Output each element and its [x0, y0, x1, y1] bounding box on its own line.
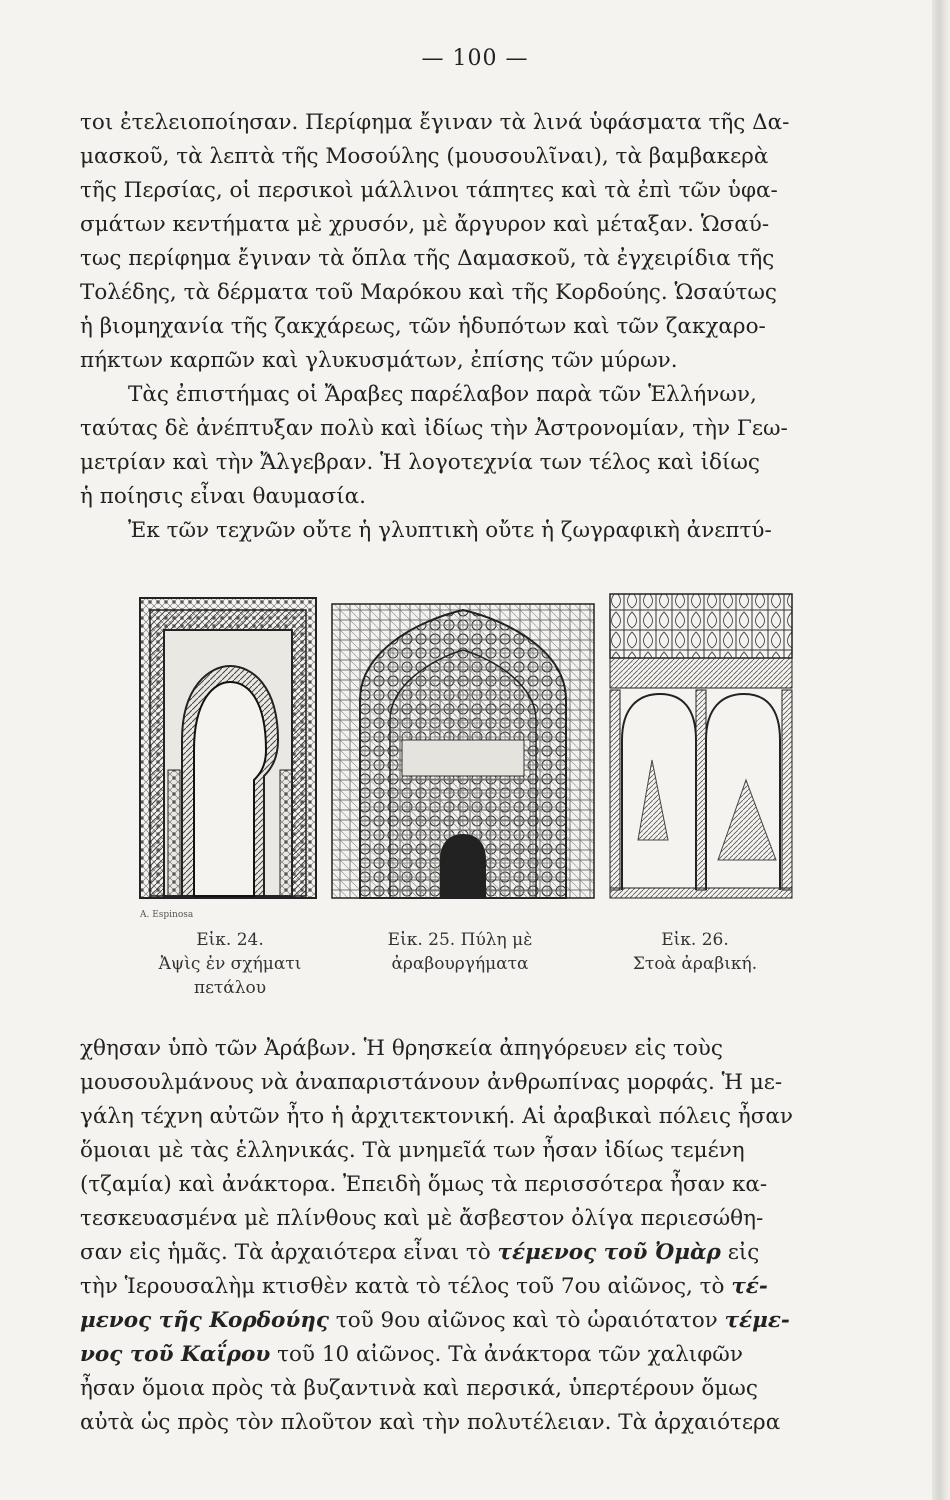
text-line: Ἐκ τῶν τεχνῶν οὔτε ἡ γλυπτικὴ οὔτε ἡ ζωγραφικὴ ἀνεπτύ- — [128, 518, 772, 543]
emphasis-omar-mosque: τέμενος τοῦ Ὀμὰρ — [497, 1240, 721, 1265]
text-line: Τὰς ἐπιστήμας οἱ Ἄραβες παρέλαβον παρὰ τῶν Ἑλλήνων, — [128, 382, 757, 407]
text-run: τὴν Ἱερουσαλὴμ κτισθὲν κατὰ τὸ τέλος τοῦ 7ου αἰῶνος, τὸ — [80, 1274, 732, 1299]
text-line: μασκοῦ, τὰ λεπτὰ τῆς Μοσούλης (μουσουλῖναι), τὰ βαμβακερὰ — [80, 144, 769, 169]
emphasis-cordoba-mosque: μενος τῆς Κορδούης — [80, 1308, 329, 1333]
arabesque-gate-illustration — [330, 590, 596, 902]
text-line: ἦσαν ὅμοια πρὸς τὰ βυζαντινὰ καὶ περσικά, ὑπερτέρουν ὅμως — [80, 1376, 758, 1401]
caption-text: ἀραβουργήματα — [391, 954, 529, 974]
text-line: γάλη τέχνη αὐτῶν ἦτο ἡ ἀρχιτεκτονική. Αἱ ἀραβικαὶ πόλεις ἦσαν — [80, 1104, 793, 1129]
text-line: χθησαν ὑπὸ τῶν Ἀράβων. Ἡ θρησκεία ἀπηγόρευεν εἰς τοὺς — [80, 1036, 723, 1061]
emphasis-cairo-mosque-start: τέμε- — [724, 1308, 790, 1333]
figure-captions — [0, 928, 950, 998]
caption-number: Εἰκ. 25. Πύλη μὲ — [387, 930, 533, 950]
text-line: τεσκευασμένα μὲ πλίνθους καὶ μὲ ἄσβεστον ὀλίγα περιεσώθη- — [80, 1206, 764, 1231]
text-line: (τζαμία) καὶ ἀνάκτορα. Ἐπειδὴ ὅμως τὰ περισσότερα ἦσαν κα- — [80, 1172, 768, 1197]
text-line: πήκτων καρπῶν καὶ γλυκυσμάτων, ἐπίσης τῶν μύρων. — [80, 348, 678, 373]
caption-text: Στοὰ ἀραβική. — [632, 954, 758, 974]
caption-fig-25 — [345, 928, 575, 976]
text-run: τοῦ 10 αἰῶνος. Τὰ ἀνάκτορα τῶν χαλιφῶν — [270, 1342, 743, 1367]
paragraph-architecture — [80, 1032, 848, 1440]
bottom-text — [80, 1032, 848, 1440]
paragraph-industry — [80, 106, 848, 378]
paragraph-science — [80, 378, 848, 514]
text-line: Τολέδης, τὰ δέρματα τοῦ Μαρόκου καὶ τῆς Κορδούης. Ὡσαύτως — [80, 280, 777, 305]
caption-fig-24 — [130, 928, 330, 1000]
text-line — [80, 1338, 848, 1372]
text-line — [80, 1236, 848, 1270]
caption-text: Ἀψὶς ἐν σχήματι πετάλου — [158, 954, 302, 998]
text-line: μουσουλμάνους νὰ ἀναπαριστάνουν ἀνθρωπίνας μορφάς. Ἡ με- — [80, 1070, 783, 1095]
text-line — [80, 1304, 848, 1338]
text-line: ταύτας δὲ ἀνέπτυξαν πολὺ καὶ ἰδίως τὴν Ἀστρονομίαν, τὴν Γεω- — [80, 416, 788, 441]
text-run: σαν εἰς ἡμᾶς. Τὰ ἀρχαιότερα εἶναι τὸ — [80, 1240, 498, 1265]
figure-illustrations — [138, 590, 794, 920]
page-edge — [932, 0, 950, 1500]
text-run: τοῦ 9ου αἰῶνος καὶ τὸ ὡραιότατον — [328, 1308, 725, 1333]
text-line: αὐτὰ ὡς πρὸς τὸν πλοῦτον καὶ τὴν πολυτέλειαν. Τὰ ἀρχαιότερα — [80, 1410, 781, 1435]
top-text — [80, 106, 848, 548]
illustrator-signature: A. Espinosa — [140, 910, 194, 920]
text-run: εἰς — [720, 1240, 760, 1265]
caption-number: Εἰκ. 26. — [661, 930, 729, 950]
text-line: τως περίφημα ἔγιναν τὰ ὅπλα τῆς Δαμασκοῦ, τὰ ἐγχειρίδια τῆς — [80, 246, 775, 271]
caption-number: Εἰκ. 24. — [196, 930, 264, 950]
text-line — [80, 1270, 848, 1304]
text-line: σμάτων κεντήματα μὲ χρυσόν, μὲ ἄργυρον καὶ μέταξαν. Ὡσαύ- — [80, 212, 770, 237]
text-line: μετρίαν καὶ τὴν Ἄλγεβραν. Ἡ λογοτεχνία των τέλος καὶ ἰδίως — [80, 450, 760, 475]
arabic-portico-illustration — [608, 590, 794, 902]
emphasis-cordoba-mosque-start: τέ- — [731, 1274, 768, 1299]
text-line: ἡ βιομηχανία τῆς ζακχάρεως, τῶν ἡδυπότων καὶ τῶν ζακχαρο- — [80, 314, 766, 339]
text-line: τοι ἐτελειοποίησαν. Περίφημα ἔγιναν τὰ λινά ὑφάσματα τῆς Δα- — [80, 110, 790, 135]
emphasis-cairo-mosque: νος τοῦ Καΐρου — [80, 1342, 271, 1367]
paragraph-arts — [80, 514, 848, 548]
text-line: ἡ ποίησις εἶναι θαυμασία. — [80, 484, 366, 509]
page-number: — 100 — — [421, 46, 529, 71]
caption-fig-26 — [600, 928, 790, 976]
text-line: τῆς Περσίας, οἱ περσικοὶ μάλλινοι τάπητες καὶ τὰ ἐπὶ τῶν ὑφα- — [80, 178, 778, 203]
text-line: ὅμοιαι μὲ τὰς ἑλληνικάς. Τὰ μνημεῖά των ἦσαν ἰδίως τεμένη — [80, 1138, 745, 1163]
horseshoe-arch-illustration — [138, 590, 318, 902]
